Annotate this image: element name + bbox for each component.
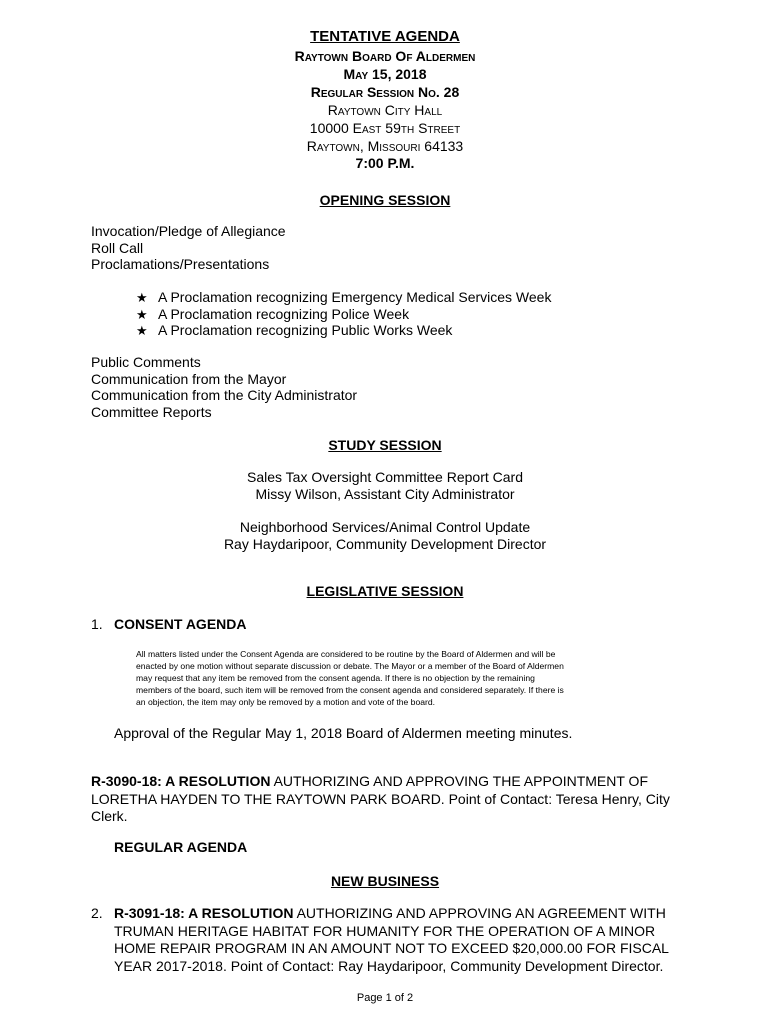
proclamation-item: ★ A Proclamation recognizing Police Week — [136, 306, 410, 322]
address: 10000 East 59th Street — [309, 120, 461, 136]
opening-item: Public Comments — [91, 354, 201, 370]
legislative-session-heading: LEGISLATIVE SESSION — [306, 583, 464, 599]
city-state-zip: Raytown, Missouri 64133 — [306, 138, 464, 154]
board-name: Raytown Board Of Aldermen — [294, 48, 476, 64]
proclamation-item: ★ A Proclamation recognizing Public Works Week — [136, 322, 453, 338]
minutes-approval: Approval of the Regular May 1, 2018 Board of Aldermen meeting minutes. — [114, 725, 573, 741]
proclamation-item: ★ A Proclamation recognizing Emergency Medical Services Week — [136, 289, 552, 305]
study-topic-presenter: Missy Wilson, Assistant City Administrator — [255, 486, 515, 502]
item-number: 2. — [91, 905, 103, 921]
page-number: Page 1 of 2 — [356, 992, 414, 1004]
opening-item: Communication from the Mayor — [91, 371, 287, 387]
opening-item: Communication from the City Administrator — [91, 387, 358, 403]
consent-agenda-heading: CONSENT AGENDA — [114, 616, 247, 632]
study-session-heading: STUDY SESSION — [328, 437, 442, 453]
agenda-title: TENTATIVE AGENDA — [310, 28, 460, 45]
opening-item: Invocation/Pledge of Allegiance — [91, 223, 286, 239]
new-business-heading: NEW BUSINESS — [330, 873, 440, 889]
resolution-r3090: R-3090-18: A RESOLUTION AUTHORIZING AND APPROVING THE APPOINTMENT OF LORETHA HAYDEN TO THE RAYTOWN PARK BOARD. Point of Contact: Teresa Henry, City Clerk. — [91, 773, 670, 824]
opening-item: Committee Reports — [91, 404, 212, 420]
star-bullet-icon: ★ — [136, 323, 148, 338]
meeting-date: May 15, 2018 — [343, 66, 427, 82]
opening-session-heading: OPENING SESSION — [319, 192, 451, 208]
item-number: 1. — [91, 616, 103, 632]
opening-item: Proclamations/Presentations — [91, 256, 270, 272]
study-topic-title: Sales Tax Oversight Committee Report Card — [247, 469, 523, 485]
regular-agenda-heading: REGULAR AGENDA — [114, 839, 248, 855]
opening-item: Roll Call — [91, 240, 144, 256]
venue: Raytown City Hall — [327, 102, 443, 118]
consent-agenda-note: All matters listed under the Consent Agenda are considered to be routine by the Board of Aldermen and will be enacted by one motion without separate discussion or debate. The Mayor or a member of the Board of Aldermen may request that any item be removed from the consent agenda. If there is no objection by the remaining members of the board, such item will be removed from the consent agenda and considered separately. If there is an objection, the item may only be removed by a motion and vote of the board. — [136, 649, 564, 707]
study-topic-title: Neighborhood Services/Animal Control Update — [239, 519, 531, 535]
star-bullet-icon: ★ — [136, 290, 148, 305]
star-bullet-icon: ★ — [136, 307, 148, 322]
session-number: Regular Session No. 28 — [310, 84, 460, 100]
study-topic-presenter: Ray Haydaripoor, Community Development Director — [223, 536, 547, 552]
meeting-time: 7:00 P.M. — [355, 155, 415, 171]
resolution-r3091: R-3091-18: A RESOLUTION AUTHORIZING AND APPROVING AN AGREEMENT WITH TRUMAN HERITAGE HABITAT FOR HUMANITY FOR THE OPERATION OF A MINOR HOME REPAIR PROGRAM IN AN AMOUNT NOT TO EXCEED $20,000.00 FOR FISCAL YEAR 2017-2018. Point of Contact: Ray Haydaripoor, Community Development Director. — [114, 905, 669, 974]
